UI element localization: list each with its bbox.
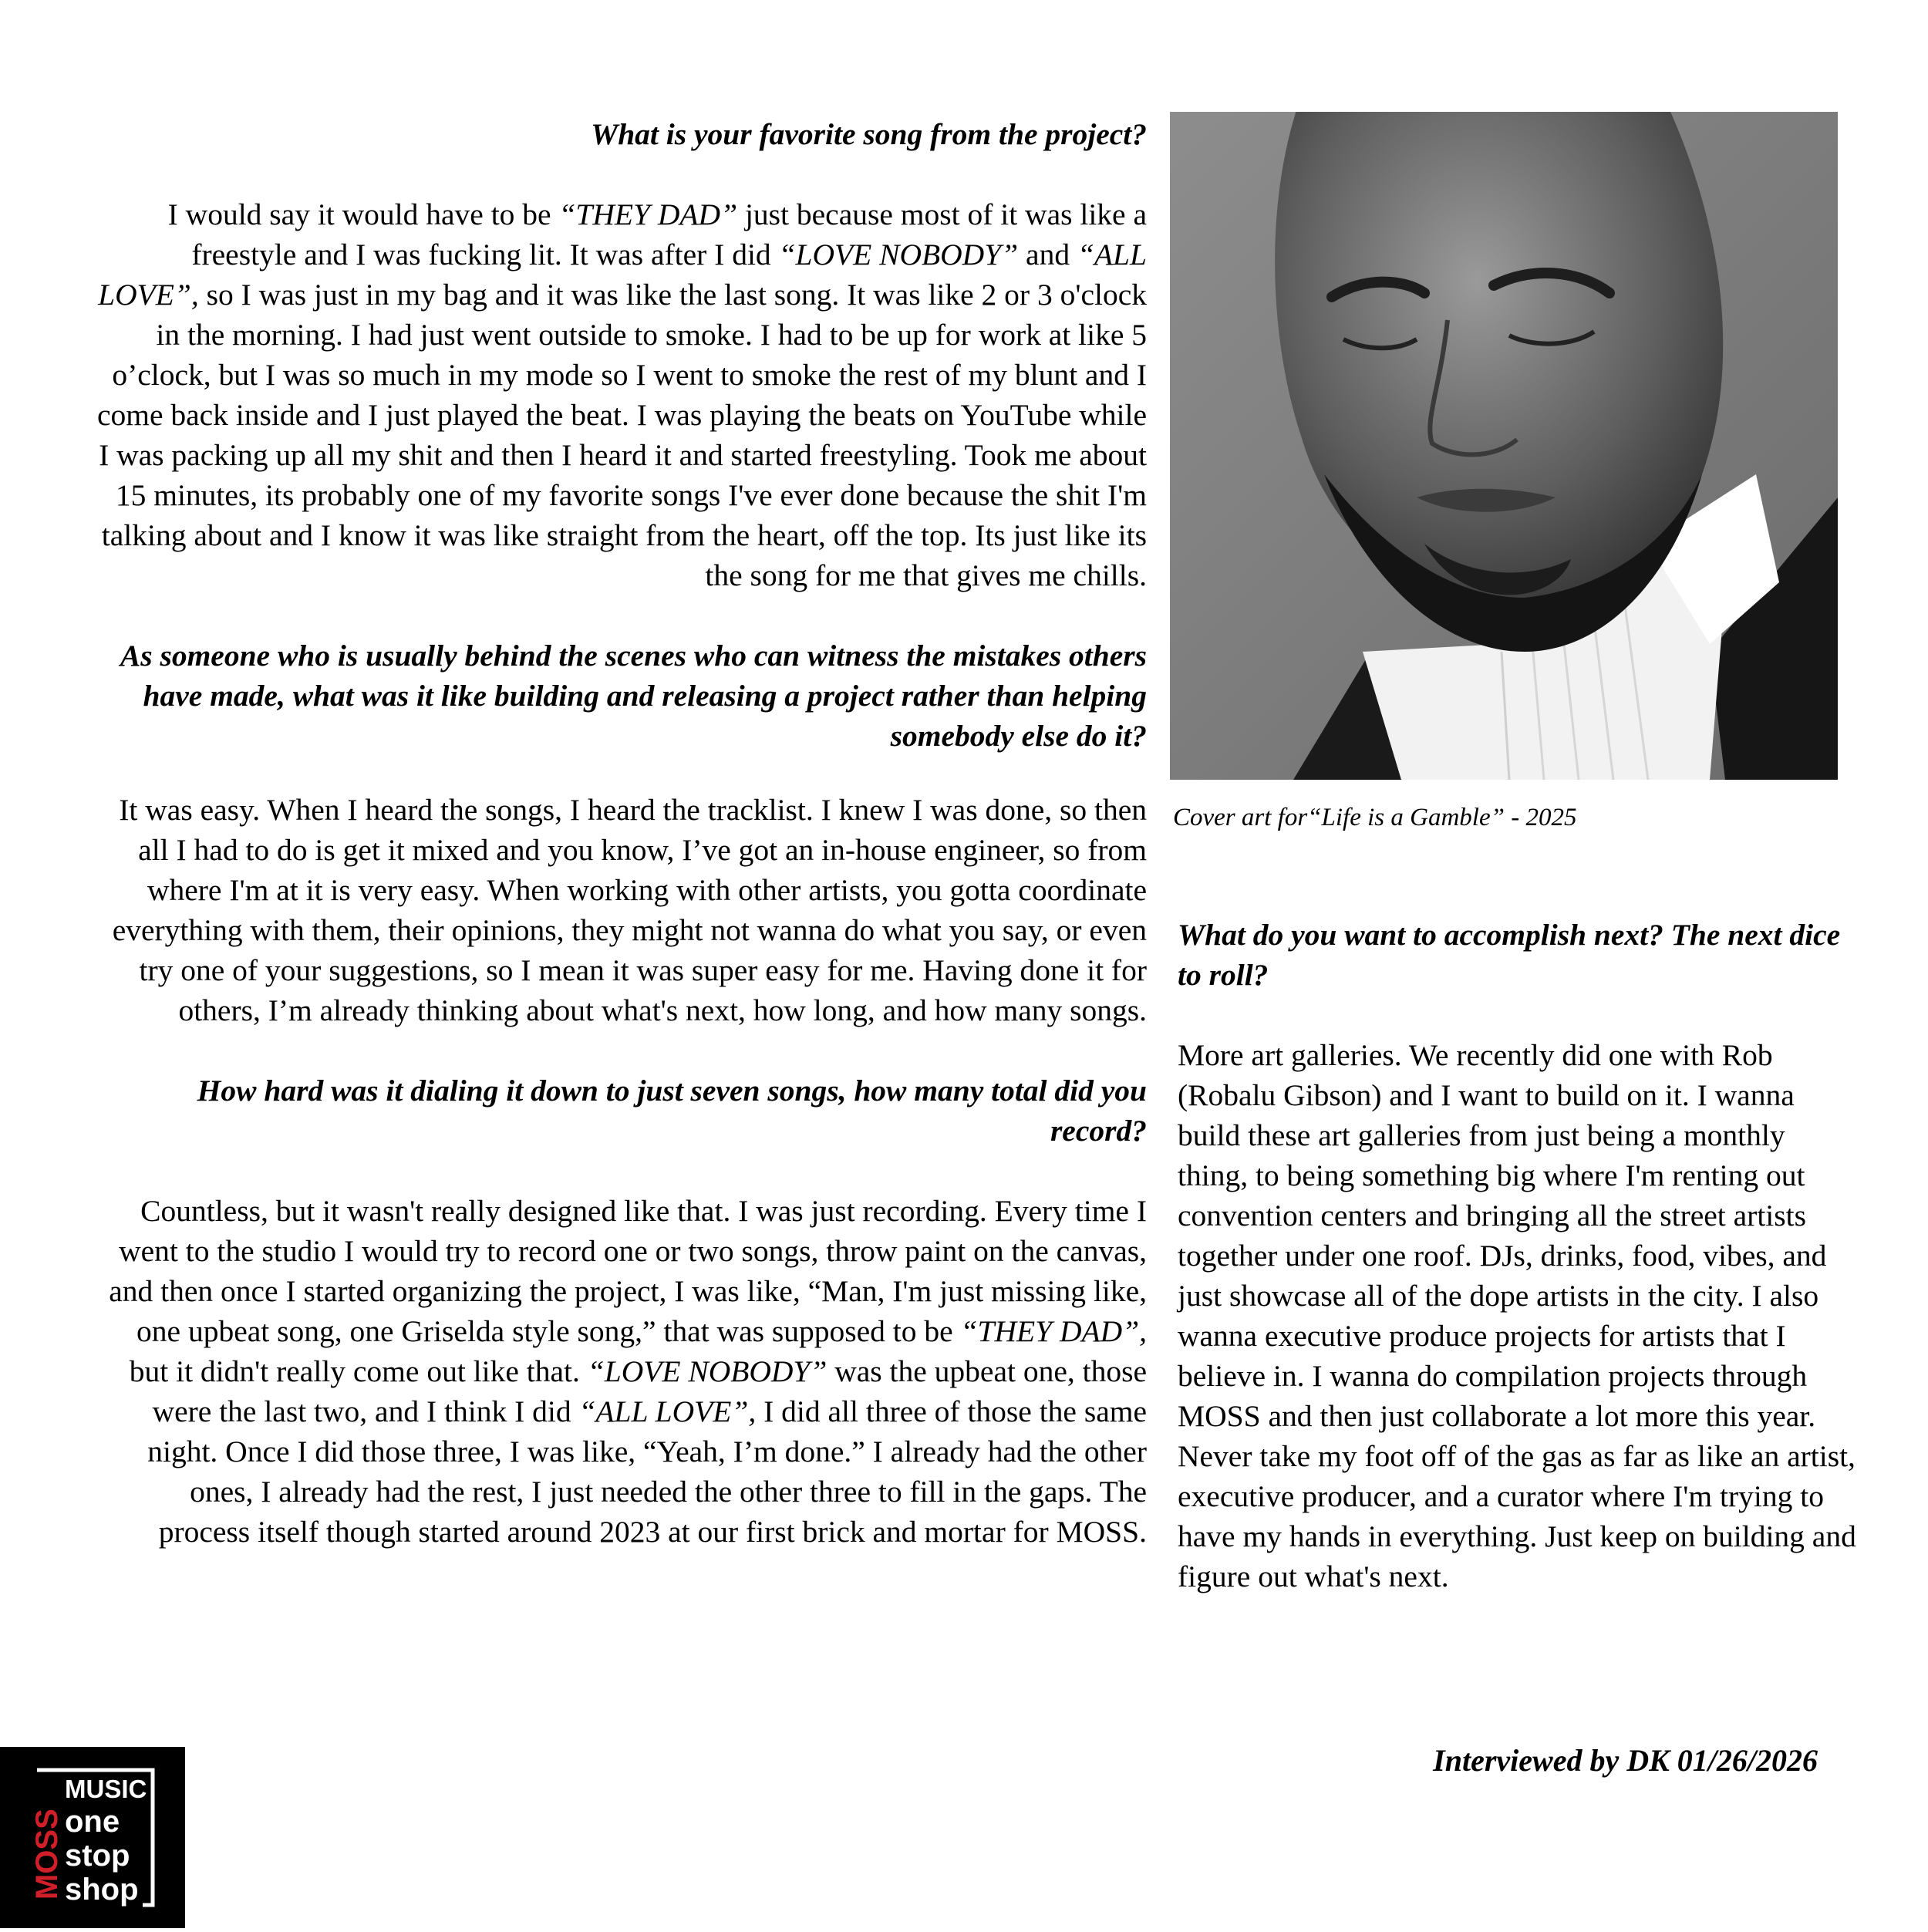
answer-text-run: I did all three of those the same night. Once I did those three, I was like, “Yeah, I’m done.” I already had the other ones, I already had the rest, I just needed the other three to fill in the gaps. The process itself though started around 2023 at our first brick and mortar for MOSS. (147, 1394, 1147, 1549)
question-favorite-song: What is your favorite song from the project? (591, 117, 1147, 151)
song-title: “LOVE NOBODY” (778, 238, 1019, 271)
answer-favorite-song (96, 194, 1147, 595)
right-column (1178, 915, 1856, 1597)
logo-line-4: shop (65, 1873, 139, 1907)
song-title: “LOVE NOBODY” (587, 1354, 827, 1388)
answer-text-run: but it didn't really come out like that. (129, 1354, 588, 1388)
question-seven-songs: How hard was it dialing it down to just seven songs, how many total did you record? (197, 1074, 1147, 1148)
answer-text-run: Countless, but it wasn't really designed like that. I was just recording. Every time I went to the studio I would try to record one or two songs, throw paint on the canvas, and then once I started organizing the project, I was like, “Man, I'm just missing like, one upbeat song, one Griselda style song,” that was supposed to be (109, 1194, 1147, 1348)
moss-logo (0, 1747, 185, 1928)
question-next-goal: What do you want to accomplish next? The next dice to roll? (1178, 918, 1841, 992)
left-column (96, 114, 1147, 1552)
logo-line-2: one (65, 1805, 120, 1839)
answer-next-goal: More art galleries. We recently did one with Rob (Robalu Gibson) and I want to build on it. I wanna build these art galleries from just being a monthly thing, to being something big where I'm renting out convention centers and bringing all the street artists together under one roof. DJs, drinks, food, vibes, and just showcase all of the dope artists in the city. I also wanna executive produce projects for artists that I believe in. I wanna do compilation projects through MOSS and then just collaborate a lot more this year. Never take my foot off of the gas as far as like an artist, executive producer, and a curator where I'm trying to have my hands in everything. Just keep on building and figure out what's next. (1178, 1038, 1856, 1593)
photo-caption: Cover art for“Life is a Gamble” - 2025 (1173, 804, 1577, 831)
song-title: “ALL LOVE”, (578, 1394, 757, 1428)
logo-line-1: MUSIC (65, 1775, 147, 1803)
answer-text-run: was the upbeat one, those were the last two, and I think I did (152, 1354, 1147, 1428)
answer-text-run: and (1018, 238, 1077, 271)
song-title: “THEY DAD” (558, 197, 738, 231)
interview-credit: Interviewed by DK 01/26/2026 (1433, 1743, 1818, 1778)
logo-line-3: stop (65, 1839, 130, 1873)
cover-art-photo (1170, 112, 1838, 780)
answer-seven-songs (96, 1191, 1147, 1552)
song-title: “ALL LOVE”, (98, 238, 1147, 312)
question-behind-scenes: As someone who is usually behind the scenes who can witness the mistakes others have made, what was it like building and releasing a project rather than helping somebody else do it? (120, 639, 1147, 753)
answer-text-run: I would say it would have to be (167, 197, 559, 231)
portrait-illustration (1170, 112, 1838, 780)
answer-text-run: just because most of it was like a freestyle and I was fucking lit. It was after I did (191, 197, 1147, 271)
answer-behind-scenes: It was easy. When I heard the songs, I heard the tracklist. I knew I was done, so then all I had to do is get it mixed and you know, I’ve got an in-house engineer, so from where I'm at it is very easy. When working with other artists, you gotta coordinate everything with them, their opinions, they might not wanna do what you say, or even try one of your suggestions, so I mean it was super easy for me. Having done it for others, I’m already thinking about what's next, how long, and how many songs. (112, 793, 1147, 1027)
answer-text-run: so I was just in my bag and it was like the last song. It was like 2 or 3 o'clock in the morning. I had just went outside to smoke. I had to be up for work at like 5 o’clock, but I was so much in my mode so I went to smoke the rest of my blunt and I come back inside and I just played the beat. I was playing the beats on YouTube while I was packing up all my shit and then I heard it and started freestyling. Took me about 15 minutes, its probably one of my favorite songs I've ever done because the shit I'm talking about and I know it was like straight from the heart, off the top. Its just like its the song for me that gives me chills. (96, 278, 1147, 592)
logo-side-text: MOSS (30, 1809, 64, 1900)
moss-logo-mark (0, 1747, 185, 1928)
song-title: “THEY DAD”, (960, 1314, 1147, 1348)
